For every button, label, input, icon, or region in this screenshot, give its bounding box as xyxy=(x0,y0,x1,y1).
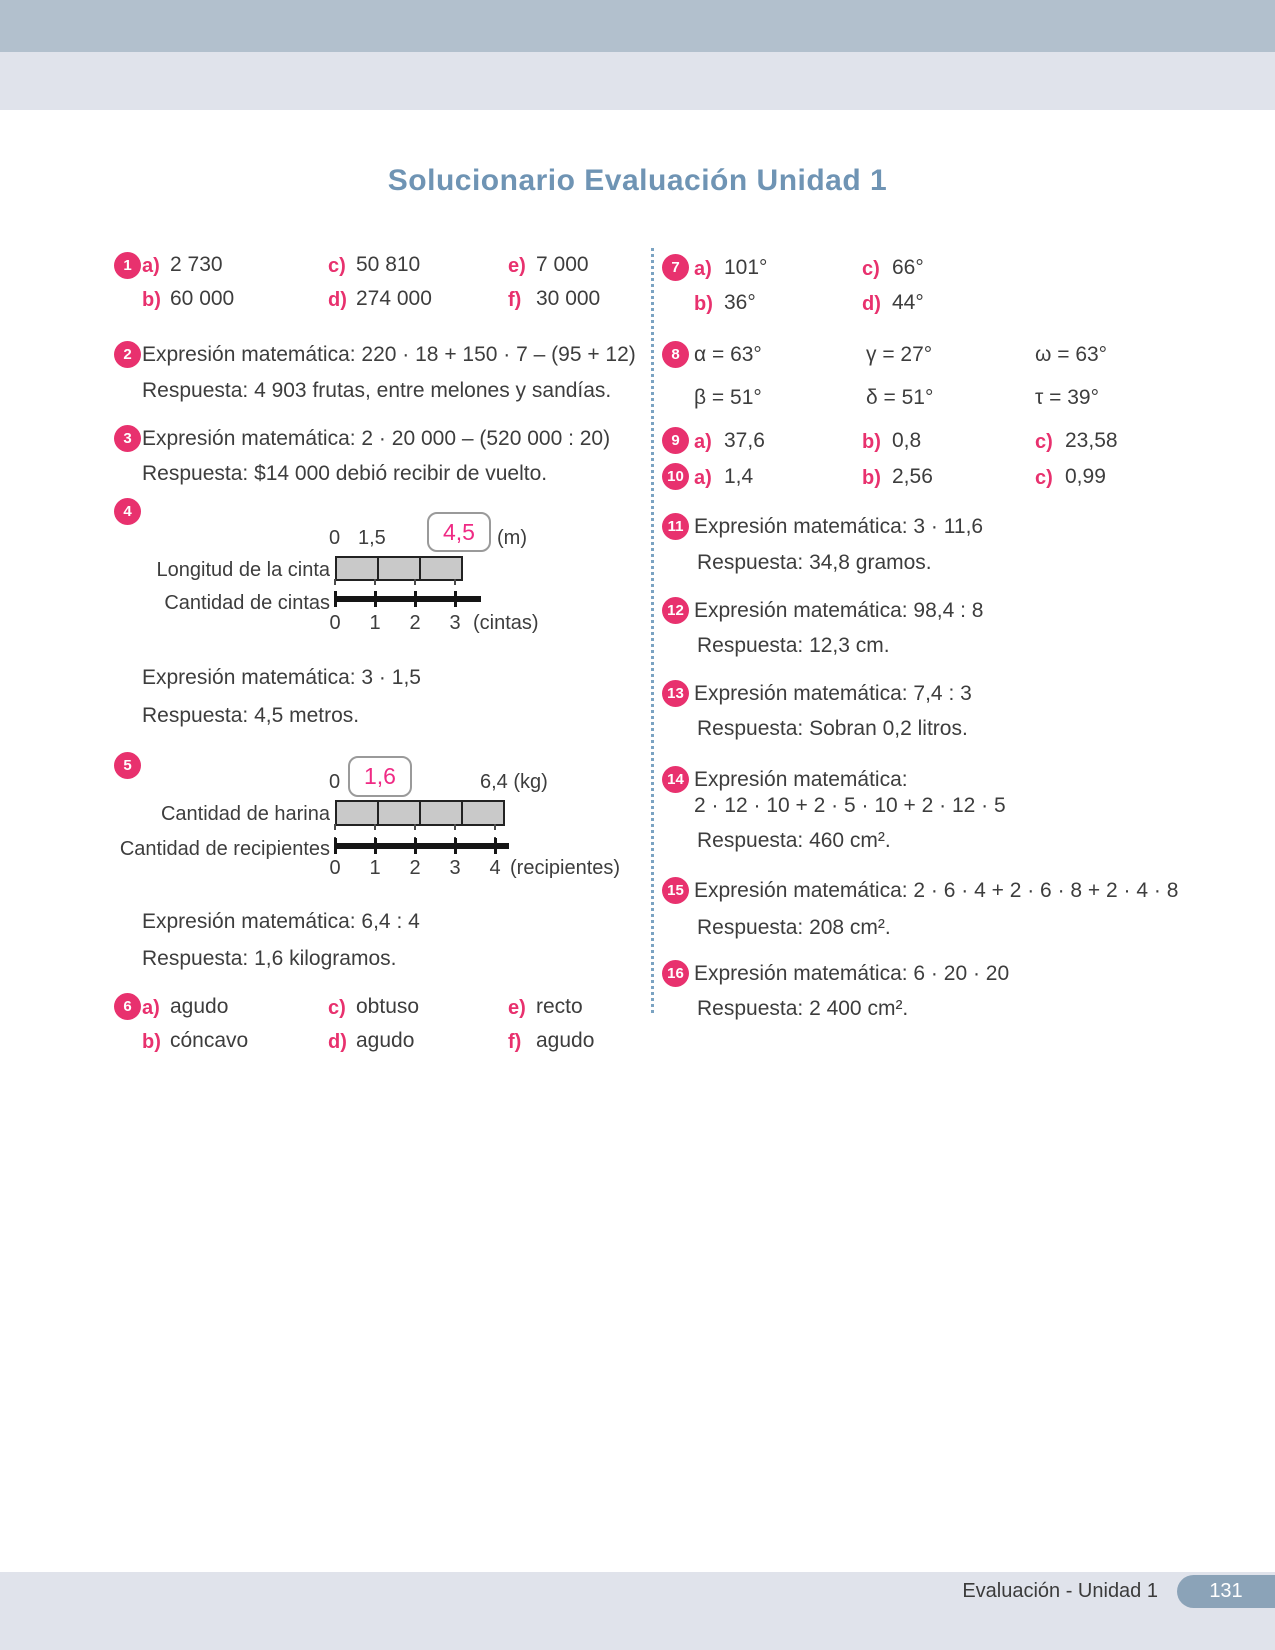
part-label: a) xyxy=(142,255,160,277)
bar-row-label: Longitud de la cinta xyxy=(156,559,330,581)
tick-mark xyxy=(494,838,497,854)
part-label: c) xyxy=(328,997,346,1019)
bar-segment xyxy=(461,802,503,824)
part-label: f) xyxy=(508,289,522,311)
tick-mark xyxy=(454,591,457,607)
scale-zero-label: 0 xyxy=(329,527,341,549)
tick-mark xyxy=(414,838,417,854)
item-3-badge: 3 xyxy=(114,425,141,452)
scale-step-label: 1,5 xyxy=(358,527,386,549)
part-value: 30 000 xyxy=(536,287,601,310)
part-label: e) xyxy=(508,997,526,1019)
part-value: 37,6 xyxy=(724,429,765,452)
part-label: c) xyxy=(328,255,346,277)
tick-mark xyxy=(334,838,337,854)
tick-label: 0 xyxy=(329,612,341,634)
tape-length-bar xyxy=(335,556,463,581)
answer-box: 4,5 xyxy=(427,512,491,552)
answer-line: Respuesta: 34,8 gramos. xyxy=(697,551,932,574)
number-line xyxy=(335,596,481,602)
part-label: a) xyxy=(694,258,712,280)
bar-row-label: Cantidad de harina xyxy=(160,803,330,825)
top-color-bar xyxy=(0,0,1275,52)
part-value: agudo xyxy=(536,1029,595,1052)
part-value: 44° xyxy=(892,291,924,314)
expression-line: Expresión matemática: 3 · 1,5 xyxy=(142,666,421,689)
item-2-badge: 2 xyxy=(114,341,141,368)
bar-segment xyxy=(337,558,377,579)
number-line xyxy=(335,843,509,849)
item-16-badge: 16 xyxy=(662,960,689,987)
part-label: b) xyxy=(862,467,881,489)
part-label: b) xyxy=(142,289,161,311)
tick-mark xyxy=(414,591,417,607)
tick-mark xyxy=(334,591,337,607)
tick-unit-label: (cintas) xyxy=(473,612,539,634)
angle-value: β = 51° xyxy=(694,386,762,409)
item-7-badge: 7 xyxy=(662,254,689,281)
answer-line: Respuesta: 460 cm². xyxy=(697,829,891,852)
part-value: 2 730 xyxy=(170,253,223,276)
part-value: 0,8 xyxy=(892,429,922,452)
part-value: 7 000 xyxy=(536,253,589,276)
expression-line: Expresión matemática: 6,4 : 4 xyxy=(142,910,420,933)
scale-unit-label: (m) xyxy=(497,527,527,549)
column-divider xyxy=(651,248,654,1013)
part-value: cóncavo xyxy=(170,1029,249,1052)
bar-segment xyxy=(419,558,461,579)
angle-value: δ = 51° xyxy=(866,386,934,409)
answer-box: 1,6 xyxy=(348,756,412,797)
item-10-badge: 10 xyxy=(662,463,689,490)
angle-value: α = 63° xyxy=(694,343,762,366)
answer-line: Respuesta: 1,6 kilogramos. xyxy=(142,947,397,970)
answer-line: Respuesta: 4,5 metros. xyxy=(142,704,360,727)
part-label: f) xyxy=(508,1031,522,1053)
tick-label: 4 xyxy=(489,857,501,879)
angle-value: ω = 63° xyxy=(1035,343,1108,366)
part-value: 50 810 xyxy=(356,253,421,276)
answer-line: Respuesta: Sobran 0,2 litros. xyxy=(697,717,968,740)
part-label: a) xyxy=(694,431,712,453)
part-value: 36° xyxy=(724,291,756,314)
part-label: d) xyxy=(328,289,347,311)
part-label: c) xyxy=(1035,431,1053,453)
expression-line: Expresión matemática: 98,4 : 8 xyxy=(694,599,984,622)
footer-section-label: Evaluación - Unidad 1 xyxy=(962,1580,1158,1602)
part-value: agudo xyxy=(170,995,229,1018)
part-label: a) xyxy=(142,997,160,1019)
part-value: 2,56 xyxy=(892,465,933,488)
tick-label: 2 xyxy=(409,857,421,879)
item-13-badge: 13 xyxy=(662,680,689,707)
part-label: a) xyxy=(694,467,712,489)
part-label: b) xyxy=(694,293,713,315)
bar-segment xyxy=(377,558,419,579)
page-number-badge: 131 xyxy=(1177,1575,1275,1608)
item-5-badge: 5 xyxy=(114,752,141,779)
tick-mark xyxy=(374,838,377,854)
bar-segment xyxy=(419,802,461,824)
answer-line: Respuesta: 4 903 frutas, entre melones y sandías. xyxy=(142,379,612,402)
answer-line: Respuesta: 12,3 cm. xyxy=(697,634,890,657)
part-value: 0,99 xyxy=(1065,465,1106,488)
sub-color-bar xyxy=(0,52,1275,110)
answer-line: Respuesta: 208 cm². xyxy=(697,916,891,939)
part-label: b) xyxy=(142,1031,161,1053)
part-value: obtuso xyxy=(356,995,420,1018)
tick-label: 1 xyxy=(369,857,381,879)
part-value: 1,4 xyxy=(724,465,754,488)
answer-line: Respuesta: 2 400 cm². xyxy=(697,997,909,1020)
part-label: c) xyxy=(862,258,880,280)
item-14-badge: 14 xyxy=(662,766,689,793)
expression-line: Expresión matemática: 2 · 20 000 – (520 000 : 20) xyxy=(142,427,611,450)
tick-label: 2 xyxy=(409,612,421,634)
part-value: recto xyxy=(536,995,583,1018)
tick-label: 3 xyxy=(449,612,461,634)
item-12-badge: 12 xyxy=(662,597,689,624)
tick-unit-label: (recipientes) xyxy=(510,857,621,879)
part-label: d) xyxy=(862,293,881,315)
item-1-badge: 1 xyxy=(114,252,141,279)
bar-segment xyxy=(377,802,419,824)
tick-mark xyxy=(374,591,377,607)
item-15-badge: 15 xyxy=(662,877,689,904)
answer-line: Respuesta: $14 000 debió recibir de vuelto. xyxy=(142,462,548,485)
expression-line: Expresión matemática: 220 · 18 + 150 · 7 – (95 + 12) xyxy=(142,343,636,366)
tick-label: 1 xyxy=(369,612,381,634)
part-value: 274 000 xyxy=(356,287,432,310)
item-9-badge: 9 xyxy=(662,427,689,454)
scale-zero-label: 0 xyxy=(329,771,341,793)
angle-value: γ = 27° xyxy=(866,343,933,366)
scale-right-label: 6,4 (kg) xyxy=(480,771,548,793)
bar-segment xyxy=(337,802,377,824)
page-title: Solucionario Evaluación Unidad 1 xyxy=(387,164,888,197)
angle-value: τ = 39° xyxy=(1035,386,1099,409)
expression-line: Expresión matemática: 2 · 6 · 4 + 2 · 6 · 8 + 2 · 4 · 8 xyxy=(694,879,1179,902)
part-value: 66° xyxy=(892,256,924,279)
tick-label: 3 xyxy=(449,857,461,879)
tick-mark xyxy=(454,838,457,854)
part-label: d) xyxy=(328,1031,347,1053)
part-value: 60 000 xyxy=(170,287,235,310)
expression-line: Expresión matemática: 3 · 11,6 xyxy=(694,515,984,538)
part-label: c) xyxy=(1035,467,1053,489)
item-8-badge: 8 xyxy=(662,341,689,368)
expression-line: Expresión matemática: 7,4 : 3 xyxy=(694,682,972,705)
part-value: agudo xyxy=(356,1029,415,1052)
expression-line: Expresión matemática: xyxy=(694,768,908,791)
part-value: 23,58 xyxy=(1065,429,1118,452)
part-label: b) xyxy=(862,431,881,453)
expression-line: Expresión matemática: 6 · 20 · 20 xyxy=(694,962,1010,985)
item-4-badge: 4 xyxy=(114,498,141,525)
part-label: e) xyxy=(508,255,526,277)
item-11-badge: 11 xyxy=(662,513,689,540)
flour-amount-bar xyxy=(335,800,505,826)
tick-label: 0 xyxy=(329,857,341,879)
expression-line: 2 · 12 · 10 + 2 · 5 · 10 + 2 · 12 · 5 xyxy=(694,794,1006,817)
part-value: 101° xyxy=(724,256,768,279)
axis-row-label: Cantidad de cintas xyxy=(164,592,330,614)
axis-row-label: Cantidad de recipientes xyxy=(119,838,330,860)
item-6-badge: 6 xyxy=(114,993,141,1020)
